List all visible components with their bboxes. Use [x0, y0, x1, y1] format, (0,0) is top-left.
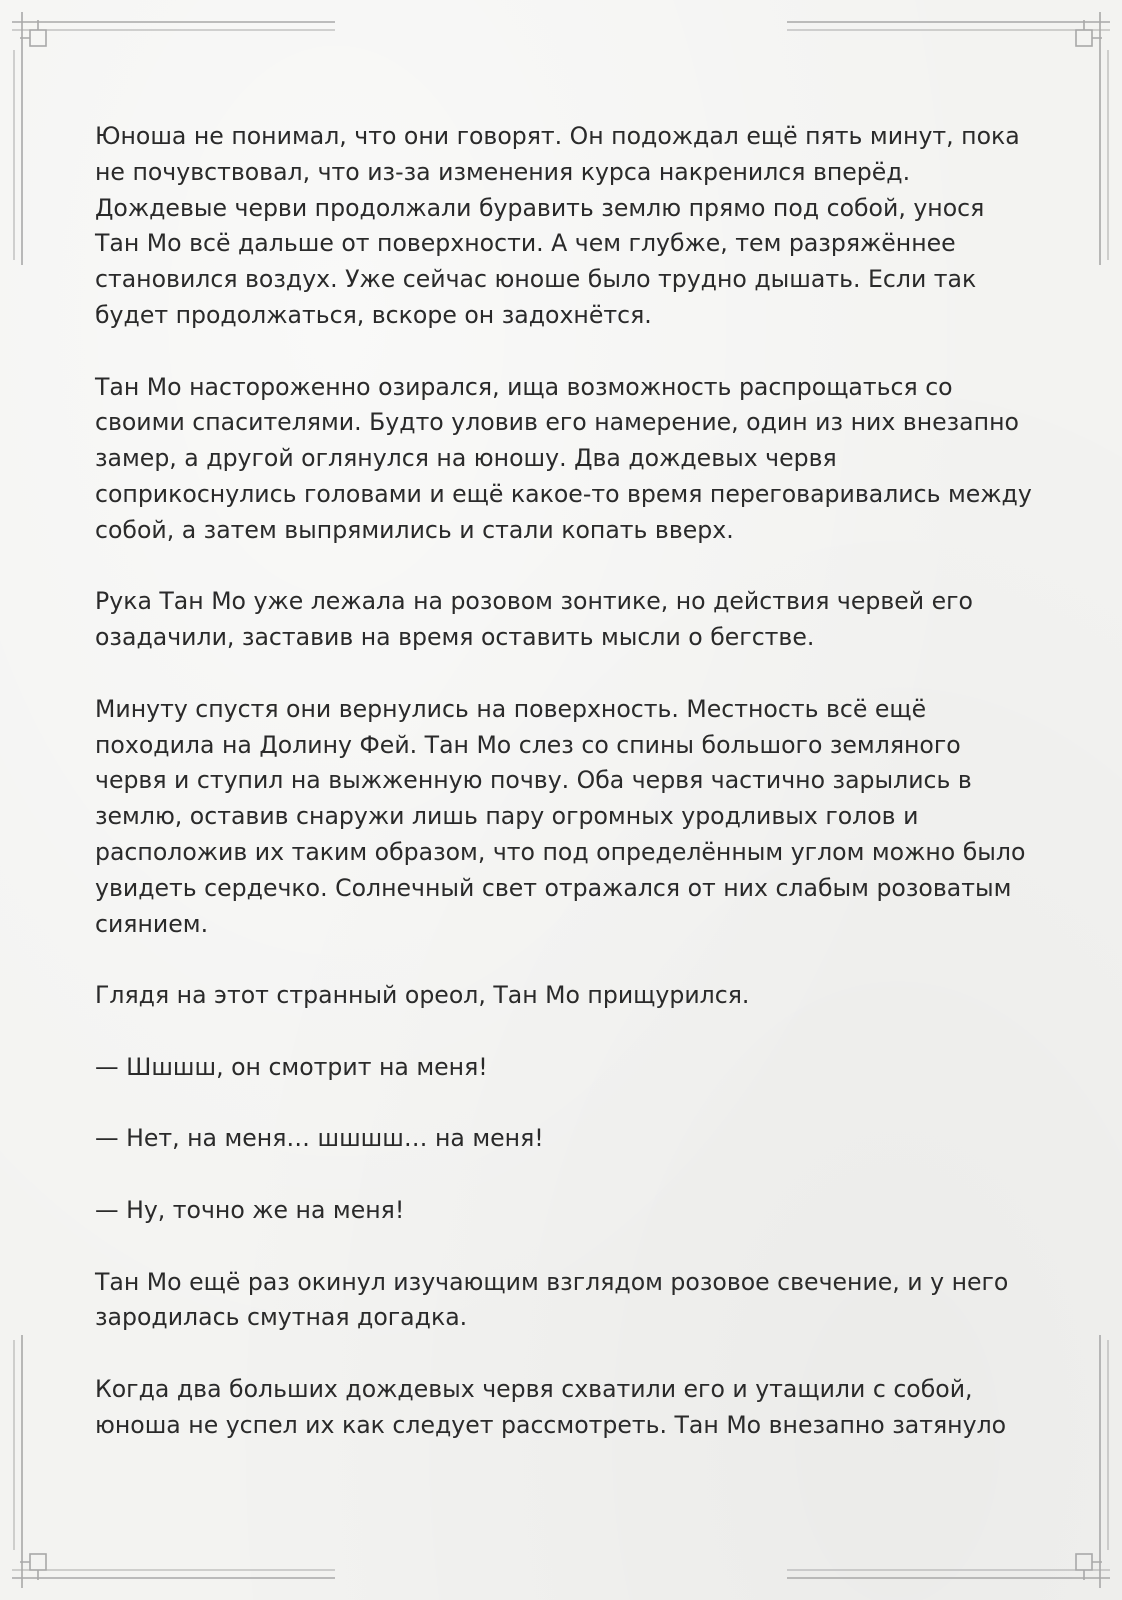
text-line: Когда два больших дождевых червя схватили его и утащили с собой,: [95, 1374, 973, 1403]
text-line: Тан Мо настороженно озирался, ища возможность распрощаться со: [95, 372, 953, 401]
text-line: Юноша не понимал, что они говорят. Он подождал ещё пять минут, пока: [95, 122, 1020, 150]
text-line: Дождевые черви продолжали буравить землю прямо под собой, унося: [95, 193, 985, 222]
paragraph: [95, 584, 1025, 656]
text-line: будет продолжаться, вскоре он задохнётся.: [95, 300, 652, 329]
text-line: озадачили, заставив на время оставить мысли о бегстве.: [95, 623, 815, 652]
text-line: Рука Тан Мо уже лежала на розовом зонтике, но действия червей его: [95, 587, 973, 616]
text-line: — Нет, на меня… шшшш… на меня!: [95, 1124, 544, 1153]
text-line: становился воздух. Уже сейчас юноше было трудно дышать. Если так: [95, 265, 977, 294]
paragraph: [95, 692, 1025, 943]
text-line: червя и ступил на выжженную почву. Оба червя частично зарылись в: [95, 766, 972, 795]
paragraph: [95, 119, 1025, 334]
paragraph: [95, 1050, 1025, 1086]
paragraph: [95, 1372, 1025, 1444]
paragraph: [95, 1121, 1025, 1157]
paragraph: [95, 1193, 1025, 1229]
text-line: увидеть сердечко. Солнечный свет отражался от них слабым розоватым: [95, 873, 1012, 902]
text-line: соприкоснулись головами и ещё какое-то время переговаривались между: [95, 479, 1032, 508]
text-line: замер, а другой оглянулся на юношу. Два дождевых червя: [95, 444, 837, 473]
text-line: не почувствовал, что из-за изменения курса накренился вперёд.: [95, 157, 911, 186]
text-line: собой, а затем выпрямились и стали копать вверх.: [95, 515, 734, 544]
text-line: Тан Мо всё дальше от поверхности. А чем глубже, тем разряжённее: [95, 229, 956, 258]
text-line: Глядя на этот странный ореол, Тан Мо прищурился.: [95, 981, 750, 1010]
text-line: — Ну, точно же на меня!: [95, 1195, 405, 1224]
text-line: — Шшшш, он смотрит на меня!: [95, 1052, 488, 1081]
text-line: сиянием.: [95, 909, 209, 938]
paragraph: [95, 978, 1025, 1014]
document-body: [95, 119, 1032, 1479]
text-line: зародилась смутная догадка.: [95, 1303, 468, 1332]
text-line: Минуту спустя они вернулись на поверхность. Местность всё ещё: [95, 694, 927, 723]
text-line: расположив их таким образом, что под определённым углом можно было: [95, 837, 1026, 866]
text-line: своими спасителями. Будто уловив его намерение, один из них внезапно: [95, 408, 1019, 437]
text-line: походила на Долину Фей. Тан Мо слез со спины большого земляного: [95, 730, 961, 759]
text-line: Тан Мо ещё раз окинул изучающим взглядом розовое свечение, и у него: [95, 1267, 1009, 1296]
paragraph: [95, 370, 1032, 549]
paragraph: [95, 1265, 1025, 1337]
text-line: юноша не успел их как следует рассмотреть. Тан Мо внезапно затянуло: [95, 1410, 1007, 1439]
text-line: землю, оставив снаружи лишь пару огромных уродливых голов и: [95, 802, 919, 831]
